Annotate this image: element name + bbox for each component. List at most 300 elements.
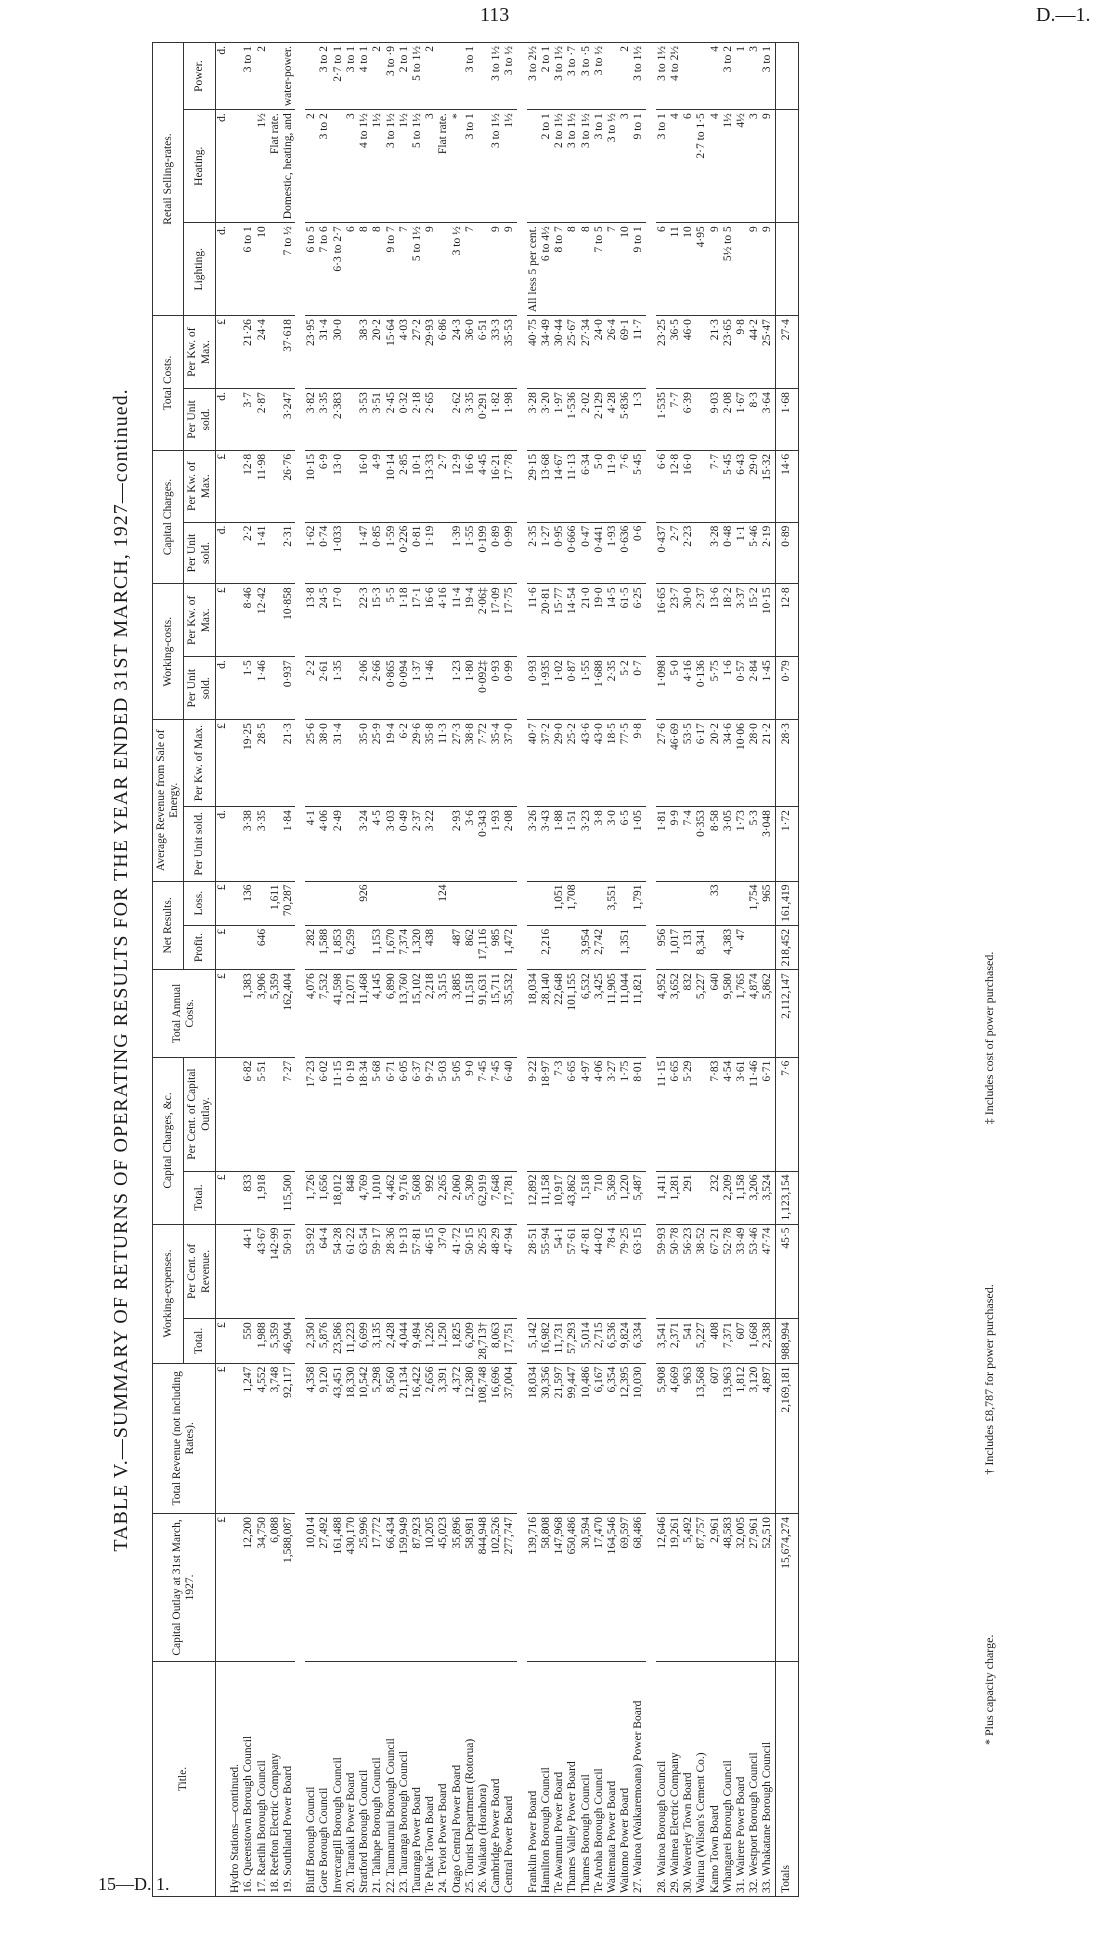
header-net-results: Net Results. [153,881,184,970]
table-cell [580,881,593,925]
table-cell: 28·51 [527,1224,540,1319]
table-cell: 4,952 [656,970,669,1057]
table-cell: 21,597 [553,1363,566,1513]
table-cell: 8·46 [242,584,255,657]
table-cell: 33 [709,881,722,925]
table-cell: 3 to 1 [242,43,255,110]
table-row [269,43,282,1897]
table-cell: 15·2 [748,584,761,657]
table-cell: 0·136 [695,657,708,720]
table-cell [619,881,632,925]
table-cell: 0·93 [490,657,503,720]
table-row [318,43,331,1897]
table-cell [242,110,255,223]
table-cell: 9,716 [398,1171,411,1224]
table-row [722,43,735,1897]
table-cell: 1·1 [735,522,748,584]
table-cell: 1·688 [593,657,606,720]
table-cell: 6·65 [566,1057,579,1171]
table-cell: 3·53 [358,389,371,451]
table-cell: 1½ [256,110,269,223]
table-cell [345,720,358,807]
row-title: 26. Waikato (Horahora) [477,1662,490,1897]
table-cell: 19·4 [385,720,398,807]
table-cell: 9 [709,223,722,316]
table-cell: 650,486 [566,1513,579,1661]
table-cell: 11·3 [437,720,450,807]
table-cell: 2·66 [371,657,384,720]
table-cell: 1·67 [735,389,748,451]
subheader-lighting: Lighting. [184,223,215,316]
table-cell: 29·0 [748,450,761,522]
table-cell: 6 to 5 [305,223,318,316]
totals-row [775,43,798,1897]
row-title: 18. Reefton Electric Company [269,1662,282,1897]
table-cell: 3 [345,110,358,223]
unit-cell: £ [215,881,229,925]
table-cell: 408 [709,1319,722,1363]
table-cell: 4·1 [305,807,318,881]
table-cell [229,1171,242,1224]
table-cell: 66,434 [385,1513,398,1661]
table-cell: 3·048 [761,807,775,881]
table-cell: 3 to 1½ [553,43,566,110]
table-cell: 3 to ·5 [580,43,593,110]
table-cell: 0·93 [527,657,540,720]
subheader-total: Total. [184,1171,215,1224]
table-cell: 12·9 [451,450,464,522]
table-cell: 3·0 [606,807,619,881]
table-cell: 10·14 [385,450,398,522]
table-cell [695,450,708,522]
table-body [215,43,798,1897]
table-cell: 58,981 [464,1513,477,1661]
table-cell: 3 to 1 [593,110,606,223]
table-cell: 1·98 [503,389,516,451]
table-cell: 1·35 [332,657,345,720]
table-cell: 3 [619,110,632,223]
table-cell: 5,227 [695,970,708,1057]
table-cell: 5,014 [580,1319,593,1363]
table-cell: 2,209 [722,1171,735,1224]
table-cell: 4,462 [385,1171,398,1224]
table-cell: 34·49 [540,316,553,389]
table-cell: 7,371 [722,1319,735,1363]
table-cell [229,657,242,720]
document-reference: D.—1. [1036,4,1091,26]
table-cell: 2,338 [761,1319,775,1363]
table-cell: 13·6 [709,584,722,657]
header-working-costs: Working-costs. [153,584,184,720]
table-cell: 2·18 [411,389,424,451]
table-cell: 64·4 [318,1224,331,1319]
table-cell: 52,510 [761,1513,775,1661]
table-cell: 3,541 [656,1319,669,1363]
table-cell: 6·02 [318,1057,331,1171]
table-cell: 3·37 [735,584,748,657]
subheader-total: Total. [184,1319,215,1363]
table-cell: 2·06 [358,657,371,720]
table-cell: 14·5 [606,584,619,657]
table-cell: 43·67 [256,1224,269,1319]
table-row [385,43,398,1897]
table-cell: 1·80 [464,657,477,720]
table-cell: 3·24 [358,807,371,881]
table-cell: 5·836 [619,389,632,451]
table-cell: 0·47 [580,522,593,584]
table-cell: 1,668 [748,1319,761,1363]
table-cell: 7·27 [282,1057,295,1171]
table-cell: 1·55 [464,522,477,584]
table-cell: 1,812 [735,1363,748,1513]
table-cell: 16·0 [358,450,371,522]
table-row [398,43,411,1897]
table-cell: 62,919 [477,1171,490,1224]
table-cell: 6,532 [580,970,593,1057]
table-cell: 38·0 [318,720,331,807]
table-cell: 1,765 [735,970,748,1057]
row-title: Tauranga Power Board [411,1662,424,1897]
table-cell: 4,358 [305,1363,318,1513]
table-cell: 139,716 [527,1513,540,1661]
table-cell: 832 [682,970,695,1057]
footnote: ‡ Includes cost of power purchased. [982,951,996,1125]
subheader-pct-revenue: Per Cent. of Revenue. [184,1224,215,1319]
table-cell: 37·0 [503,720,516,807]
table-cell: 26·4 [606,316,619,389]
table-cell: 3,515 [437,970,450,1057]
table-cell: 6,334 [632,1319,645,1363]
table-cell: 2,169,181 [775,1363,798,1513]
table-cell [437,657,450,720]
table-cell: 30,356 [540,1363,553,1513]
table-cell [437,223,450,316]
table-cell: 844,948 [477,1513,490,1661]
table-cell: 3,425 [593,970,606,1057]
table-cell: 4·97 [580,1057,593,1171]
table-cell: 27,961 [748,1513,761,1661]
table-cell: 19·13 [398,1224,411,1319]
table-cell: 1,754 [748,881,761,925]
table-cell: 5,608 [411,1171,424,1224]
table-cell: 0·99 [503,522,516,584]
table-cell: 1·18 [398,584,411,657]
table-cell: 44·02 [593,1224,606,1319]
table-cell [269,1171,282,1224]
table-cell: 9·03 [709,389,722,451]
table-cell: 162,404 [282,970,295,1057]
table-cell: 4·54 [722,1057,735,1171]
table-cell [282,925,295,969]
unit-cell: £ [215,316,229,389]
table-cell: 28,140 [540,970,553,1057]
table-cell: 3 to 1½ [385,110,398,223]
table-cell: 7·45 [490,1057,503,1171]
table-cell: 35·53 [503,316,516,389]
table-cell: 6,890 [385,970,398,1057]
table-cell: 3·38 [242,807,255,881]
table-cell [332,110,345,223]
table-cell: 13·8 [305,584,318,657]
table-cell: 8·01 [632,1057,645,1171]
table-cell: 0·49 [398,807,411,881]
table-cell: 1,247 [242,1363,255,1513]
table-cell: 50·78 [669,1224,682,1319]
footnote: † Includes £8,787 for power purchased. [982,1284,996,1475]
table-cell: 3 to 2 [318,43,331,110]
table-cell: 27·34 [580,316,593,389]
subheader-heating: Heating. [184,110,215,223]
table-cell: 25·47 [761,316,775,389]
table-cell: 0·6 [632,522,645,584]
table-cell: 1,123,154 [775,1171,798,1224]
table-cell: 7·6 [775,1057,798,1171]
table-cell: 6,354 [606,1363,619,1513]
table-cell [269,720,282,807]
table-cell: 3,135 [371,1319,384,1363]
table-cell: 35·0 [358,720,371,807]
table-cell: 12,071 [345,970,358,1057]
table-cell: 3·28 [709,522,722,584]
table-cell: 3·03 [385,807,398,881]
table-cell: 0·89 [490,522,503,584]
table-cell: 291 [682,1171,695,1224]
table-cell: 115,500 [282,1171,295,1224]
table-cell: 15,674,274 [775,1513,798,1661]
table-row [540,43,553,1897]
table-cell: 8 [566,223,579,316]
table-row [695,43,708,1897]
table-cell [229,43,242,110]
table-cell: 15·64 [385,316,398,389]
table-cell: 2,428 [385,1319,398,1363]
table-cell: * [451,110,464,223]
table-cell [229,881,242,925]
table-row [242,43,255,1897]
table-cell: 11·4 [451,584,464,657]
table-cell: 6·25 [632,584,645,657]
table-cell: 5,298 [371,1363,384,1513]
row-title: Totals [775,1662,798,1897]
rotated-table-region [82,35,1087,1905]
row-title: 23. Tauranga Borough Council [398,1662,411,1897]
table-cell: 4,897 [761,1363,775,1513]
header-capital-outlay: Capital Outlay at 31st March, 1927. [153,1513,216,1661]
table-cell: 6·17 [695,720,708,807]
table-cell: 3·247 [282,389,295,451]
table-cell: 1·84 [282,807,295,881]
table-cell: 2,216 [540,925,553,969]
table-cell: 3 to 1 [464,110,477,223]
table-cell: 48·29 [490,1224,503,1319]
table-cell: 2·49 [332,807,345,881]
table-cell: 3,652 [669,970,682,1057]
table-cell [269,1057,282,1171]
table-cell: 5·5 [385,584,398,657]
table-cell: 13,760 [398,970,411,1057]
table-cell: 0·99 [503,657,516,720]
table-cell: 43,862 [566,1171,579,1224]
table-cell: 11·6 [527,584,540,657]
table-cell: 11,223 [345,1319,358,1363]
table-cell [606,43,619,110]
table-cell: 91,631 [477,970,490,1057]
table-cell: 2,961 [709,1513,722,1661]
table-cell: water-power. [282,43,295,110]
table-cell: 10·15 [761,584,775,657]
table-cell: 2·08 [503,807,516,881]
table-cell [735,223,748,316]
row-title: Te Puke Town Board [424,1662,437,1897]
table-cell: 6 [656,223,669,316]
row-title: Otago Central Power Board [451,1662,464,1897]
table-cell: 0·85 [371,522,384,584]
table-cell: 3·6 [464,807,477,881]
table-cell: 0·7 [632,657,645,720]
table-cell: 2,265 [437,1171,450,1224]
table-cell: 161,419 [775,881,798,925]
table-cell: 9 [424,223,437,316]
table-cell: 10·15 [305,450,318,522]
table-cell: 40·75 [527,316,540,389]
header-capital-charges: Capital Charges, &c. [153,1057,184,1224]
table-cell: 43·0 [593,720,606,807]
table-cell: 77·5 [619,720,632,807]
table-cell: 9,120 [318,1363,331,1513]
table-cell: 37,004 [503,1363,516,1513]
unit-cell: d. [215,110,229,223]
table-cell: 5·45 [722,450,735,522]
table-cell: 7 [464,223,477,316]
table-cell: 12,380 [464,1363,477,1513]
table-cell [305,881,318,925]
table-cell: 0·437 [656,522,669,584]
table-cell: 6·65 [669,1057,682,1171]
spacer-cell [646,43,656,1897]
table-cell: 17·0 [332,584,345,657]
table-cell: 10,917 [553,1171,566,1224]
table-cell: 46,904 [282,1319,295,1363]
table-cell: 1,153 [371,925,384,969]
table-cell: 1·46 [424,657,437,720]
table-cell: 11,905 [606,970,619,1057]
table-cell: 61·22 [345,1224,358,1319]
table-cell: 4·45 [477,450,490,522]
row-title: Gore Borough Council [318,1662,331,1897]
table-cell [345,316,358,389]
table-cell: 28·3 [775,720,798,807]
table-cell: 9·9 [669,807,682,881]
table-cell: 1,918 [256,1171,269,1224]
unit-cell: d. [215,223,229,316]
table-cell: 32,005 [735,1513,748,1661]
table-cell [229,584,242,657]
table-cell: 0·199 [477,522,490,584]
table-cell [695,43,708,110]
table-cell: 18·97 [540,1057,553,1171]
table-cell: 3 to ·7 [566,43,579,110]
table-cell: 63·15 [632,1224,645,1319]
table-cell: 1·51 [566,807,579,881]
table-cell: 5·75 [709,657,722,720]
table-cell: 3 to 1 [656,110,669,223]
unit-cell: £ [215,720,229,807]
table-cell: 23·95 [305,316,318,389]
table-cell: 23·65 [722,316,735,389]
table-cell: 10 [682,223,695,316]
table-cell [229,1319,242,1363]
table-cell: 926 [358,881,371,925]
table-cell: 7·72 [477,720,490,807]
table-cell: 9 [748,223,761,316]
units-spacer [215,1662,229,1897]
table-cell: 99,447 [566,1363,579,1513]
table-cell: 0·79 [775,657,798,720]
table-cell: 161,488 [332,1513,345,1661]
table-cell: 5·29 [682,1057,695,1171]
table-cell [451,43,464,110]
table-cell: 35,532 [503,970,516,1057]
table-cell: 11·13 [566,450,579,522]
table-cell: 5,359 [269,1319,282,1363]
table-cell: 101,155 [566,970,579,1057]
table-cell [503,881,516,925]
table-cell: 36·5 [669,316,682,389]
table-cell: 15·3 [371,584,384,657]
table-cell: 15·77 [553,584,566,657]
table-cell: 3 to 1½ [566,110,579,223]
spacer-cell [295,43,305,1897]
table-cell: 9·8 [632,720,645,807]
row-title: Wairua (Wilson's Cement Co.) [695,1662,708,1897]
table-cell: 29·93 [424,316,437,389]
table-cell: 7·7 [669,389,682,451]
table-cell: 1·73 [735,807,748,881]
table-cell: 1,853 [332,925,345,969]
table-cell: 2 to 1 [398,43,411,110]
table-cell: 9 [503,223,516,316]
table-cell: 142·99 [269,1224,282,1319]
table-cell: 4 to 2½ [669,43,682,110]
table-cell: Flat rate. [437,110,450,223]
table-cell: 10,014 [305,1513,318,1661]
table-cell: 2,715 [593,1319,606,1363]
table-cell: 29·0 [553,720,566,807]
table-cell: 8,341 [695,925,708,969]
table-cell [269,450,282,522]
table-cell: 1,383 [242,970,255,1057]
table-cell: 6 to 1 [242,223,255,316]
table-cell: 124 [437,881,450,925]
table-cell: 3·61 [735,1057,748,1171]
table-cell: 11·7 [632,316,645,389]
table-cell: 1·47 [358,522,371,584]
table-cell: 2·37 [695,584,708,657]
table-cell: 1,588,087 [282,1513,295,1661]
table-cell: 34,750 [256,1513,269,1661]
table-cell: 2,371 [669,1319,682,1363]
table-row [424,43,437,1897]
table-cell: 13,963 [722,1363,735,1513]
row-title: 21. Taihape Borough Council [371,1662,384,1897]
table-cell: 11,468 [358,970,371,1057]
table-cell: 6·34 [580,450,593,522]
row-title: Hydro Stations—continued. [229,1662,242,1897]
table-cell: 0·226 [398,522,411,584]
table-cell: 3,551 [606,881,619,925]
row-title: Kamo Town Board [709,1662,722,1897]
table-cell [256,881,269,925]
